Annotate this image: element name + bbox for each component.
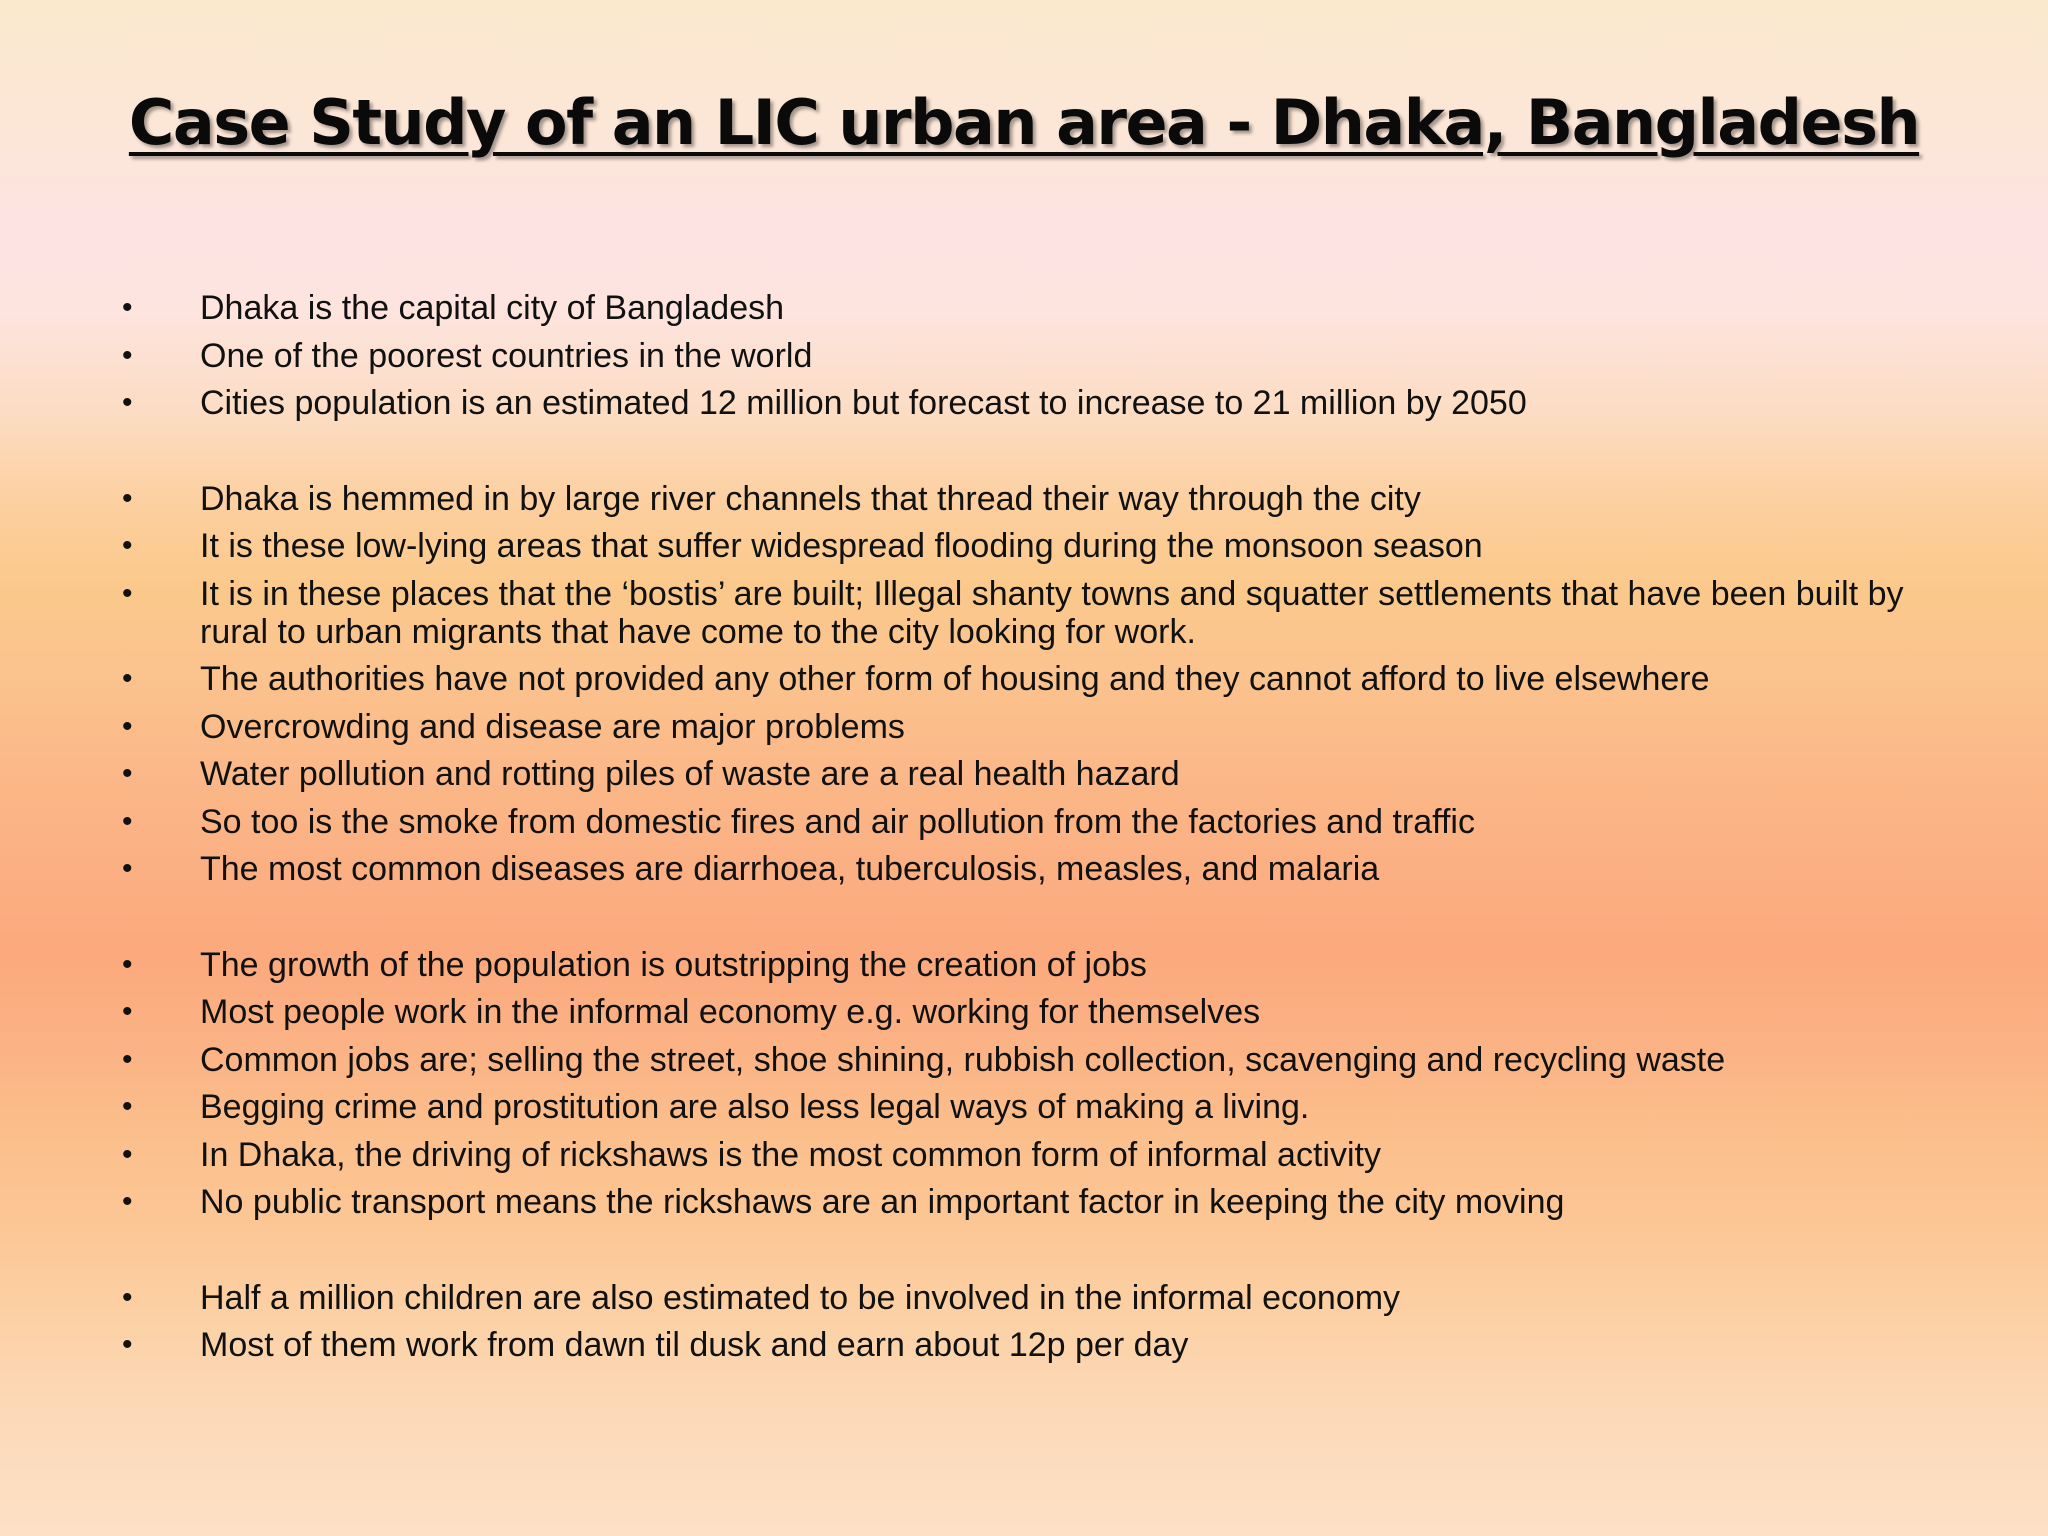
bullet-dot-icon: • bbox=[122, 386, 133, 419]
bullet-text: Dhaka is the capital city of Bangladesh bbox=[200, 289, 785, 327]
bullet-item bbox=[118, 1088, 1948, 1126]
bullet-dot-icon: • bbox=[122, 1185, 133, 1218]
bullet-item bbox=[118, 1136, 1948, 1174]
bullet-text: So too is the smoke from domestic fires and air pollution from the factories and traffic bbox=[200, 802, 1475, 841]
bullet-dot-icon: • bbox=[122, 1328, 133, 1361]
bullet-dot-icon: • bbox=[122, 947, 133, 981]
bullet-dot-icon: • bbox=[122, 1090, 133, 1123]
bullet-item bbox=[118, 660, 1948, 698]
bullet-item bbox=[118, 946, 1948, 984]
bullet-dot-icon: • bbox=[122, 1137, 133, 1171]
bullet-text: Common jobs are; selling the street, shoe shining, rubbish collection, scavenging and recycling waste bbox=[200, 1040, 1726, 1079]
bullet-text: Begging crime and prostitution are also less legal ways of making a living. bbox=[200, 1088, 1310, 1126]
bullet-item bbox=[118, 803, 1948, 841]
bullet-text: The most common diseases are diarrhoea, tuberculosis, measles, and malaria bbox=[200, 850, 1380, 888]
bullet-item bbox=[118, 337, 1948, 375]
bullet-item bbox=[118, 480, 1948, 518]
bullet-dot-icon: • bbox=[122, 1280, 133, 1314]
bullet-text: The growth of the population is outstripping the creation of jobs bbox=[200, 945, 1147, 984]
bullet-item bbox=[118, 1279, 1948, 1317]
bullet-dot-icon: • bbox=[122, 852, 133, 885]
bullet-dot-icon: • bbox=[122, 995, 133, 1028]
bullet-item bbox=[118, 527, 1948, 565]
bullet-dot-icon: • bbox=[122, 529, 133, 562]
bullet-text: Overcrowding and disease are major problems bbox=[200, 707, 905, 746]
bullet-dot-icon: • bbox=[122, 1042, 133, 1076]
bullet-item bbox=[118, 1183, 1948, 1221]
bullet-dot-icon: • bbox=[122, 338, 133, 372]
bullet-text: Dhaka is hemmed in by large river channels that thread their way through the city bbox=[200, 479, 1421, 518]
bullet-item bbox=[118, 850, 1948, 888]
bullet-text: Half a million children are also estimated to be involved in the informal economy bbox=[200, 1278, 1401, 1317]
bullet-text: It is in these places that the ‘bostis’ are built; Illegal shanty towns and squatter settlements that have been built by rural to urban migrants that have come to the city looking for work. bbox=[200, 574, 1904, 651]
group-spacer bbox=[118, 898, 1948, 946]
bullet-dot-icon: • bbox=[122, 709, 133, 743]
group-spacer bbox=[118, 432, 1948, 480]
bullet-item bbox=[118, 1041, 1948, 1079]
bullet-item bbox=[118, 575, 1948, 651]
bullet-text: Water pollution and rotting piles of waste are a real health hazard bbox=[200, 755, 1180, 793]
bullet-text: One of the poorest countries in the world bbox=[200, 336, 813, 375]
bullet-dot-icon: • bbox=[122, 576, 133, 610]
bullet-text: Most of them work from dawn til dusk and earn about 12p per day bbox=[200, 1326, 1189, 1364]
bullet-item bbox=[118, 384, 1948, 422]
bullet-item bbox=[118, 993, 1948, 1031]
bullet-text: In Dhaka, the driving of rickshaws is the most common form of informal activity bbox=[200, 1135, 1381, 1174]
bullet-dot-icon: • bbox=[122, 662, 133, 695]
bullet-text: Cities population is an estimated 12 million but forecast to increase to 21 million by 2050 bbox=[200, 384, 1527, 422]
slide-title: Case Study of an LIC urban area - Dhaka, Bangladesh bbox=[128, 86, 1920, 159]
bullet-dot-icon: • bbox=[122, 291, 133, 324]
bullet-dot-icon: • bbox=[122, 804, 133, 838]
bullet-text: The authorities have not provided any other form of housing and they cannot afford to live elsewhere bbox=[200, 660, 1710, 698]
bullet-item bbox=[118, 1326, 1948, 1364]
group-spacer bbox=[118, 1231, 1948, 1279]
bullet-item bbox=[118, 289, 1948, 327]
bullet-dot-icon: • bbox=[122, 757, 133, 790]
bullet-list bbox=[118, 289, 1948, 1374]
bullet-text: Most people work in the informal economy e.g. working for themselves bbox=[200, 993, 1261, 1031]
bullet-dot-icon: • bbox=[122, 481, 133, 515]
bullet-item bbox=[118, 708, 1948, 746]
bullet-text: No public transport means the rickshaws are an important factor in keeping the city moving bbox=[200, 1183, 1565, 1221]
bullet-item bbox=[118, 755, 1948, 793]
bullet-text: It is these low-lying areas that suffer widespread flooding during the monsoon season bbox=[200, 527, 1483, 565]
